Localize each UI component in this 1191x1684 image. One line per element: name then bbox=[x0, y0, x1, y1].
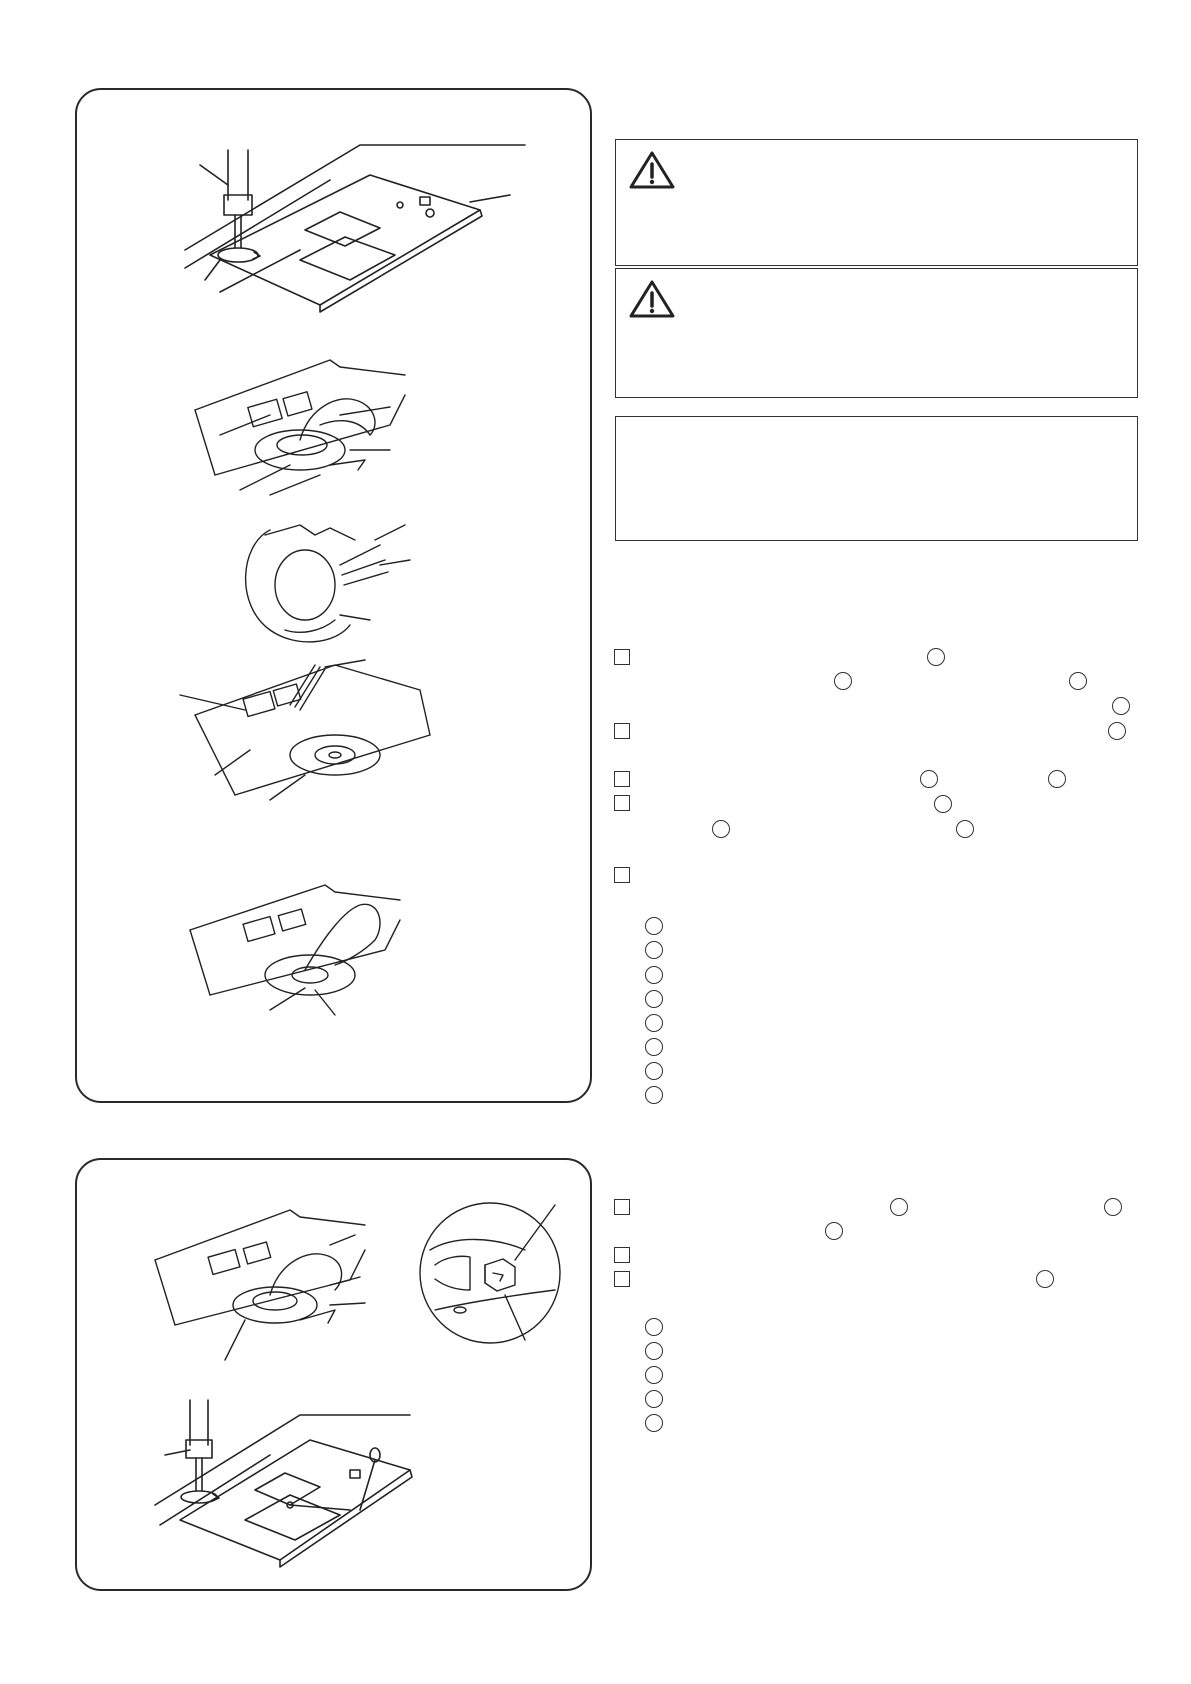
legend-circle-icon bbox=[645, 1086, 663, 1104]
illustration-wipe-hook-race bbox=[185, 880, 415, 1030]
legend-circle-icon bbox=[645, 1318, 663, 1336]
legend-circle-icon bbox=[645, 917, 663, 935]
illustration-remove-bobbin-holder bbox=[190, 355, 410, 505]
illustration-clean-bobbin-holder bbox=[240, 520, 420, 650]
note-box bbox=[615, 416, 1138, 541]
warning-triangle-icon bbox=[628, 150, 676, 190]
illustration-clean-feed-dogs bbox=[175, 655, 445, 805]
machine-bed-outline bbox=[185, 145, 525, 268]
step-box bbox=[614, 771, 630, 787]
reference-circle-icon bbox=[1069, 672, 1087, 690]
step-box bbox=[614, 723, 630, 739]
legend-circle-icon bbox=[645, 1014, 663, 1032]
reference-circle-icon bbox=[1108, 722, 1126, 740]
illustration-remove-needle-plate bbox=[180, 140, 540, 340]
legend-circle-icon bbox=[645, 1342, 663, 1360]
step-box bbox=[614, 795, 630, 811]
legend-circle-icon bbox=[645, 966, 663, 984]
warning-triangle-icon bbox=[628, 279, 676, 319]
reference-circle-icon bbox=[920, 770, 938, 788]
illustration-stopper-detail bbox=[415, 1195, 575, 1350]
step-box bbox=[614, 649, 630, 665]
screwdriver-icon bbox=[218, 150, 260, 262]
illustration-insert-bobbin-holder bbox=[150, 1195, 380, 1360]
reference-circle-icon bbox=[934, 795, 952, 813]
reference-circle-icon bbox=[1112, 697, 1130, 715]
reference-circle-icon bbox=[1104, 1198, 1122, 1216]
warning-box bbox=[615, 268, 1138, 398]
legend-circle-icon bbox=[645, 1390, 663, 1408]
legend-circle-icon bbox=[645, 1062, 663, 1080]
legend-circle-icon bbox=[645, 941, 663, 959]
reference-circle-icon bbox=[1036, 1270, 1054, 1288]
reference-circle-icon bbox=[890, 1198, 908, 1216]
legend-circle-icon bbox=[645, 1414, 663, 1432]
reference-circle-icon bbox=[712, 820, 730, 838]
illustration-attach-needle-plate bbox=[150, 1395, 420, 1575]
step-box bbox=[614, 1247, 630, 1263]
warning-box bbox=[615, 139, 1138, 266]
reference-circle-icon bbox=[956, 820, 974, 838]
legend-circle-icon bbox=[645, 990, 663, 1008]
reference-circle-icon bbox=[927, 648, 945, 666]
legend-circle-icon bbox=[645, 1038, 663, 1056]
step-box bbox=[614, 867, 630, 883]
step-box bbox=[614, 1199, 630, 1215]
step-box bbox=[614, 1271, 630, 1287]
reference-circle-icon bbox=[825, 1222, 843, 1240]
screwdriver-icon bbox=[181, 1400, 219, 1503]
reference-circle-icon bbox=[1048, 770, 1066, 788]
legend-circle-icon bbox=[645, 1366, 663, 1384]
reference-circle-icon bbox=[834, 672, 852, 690]
